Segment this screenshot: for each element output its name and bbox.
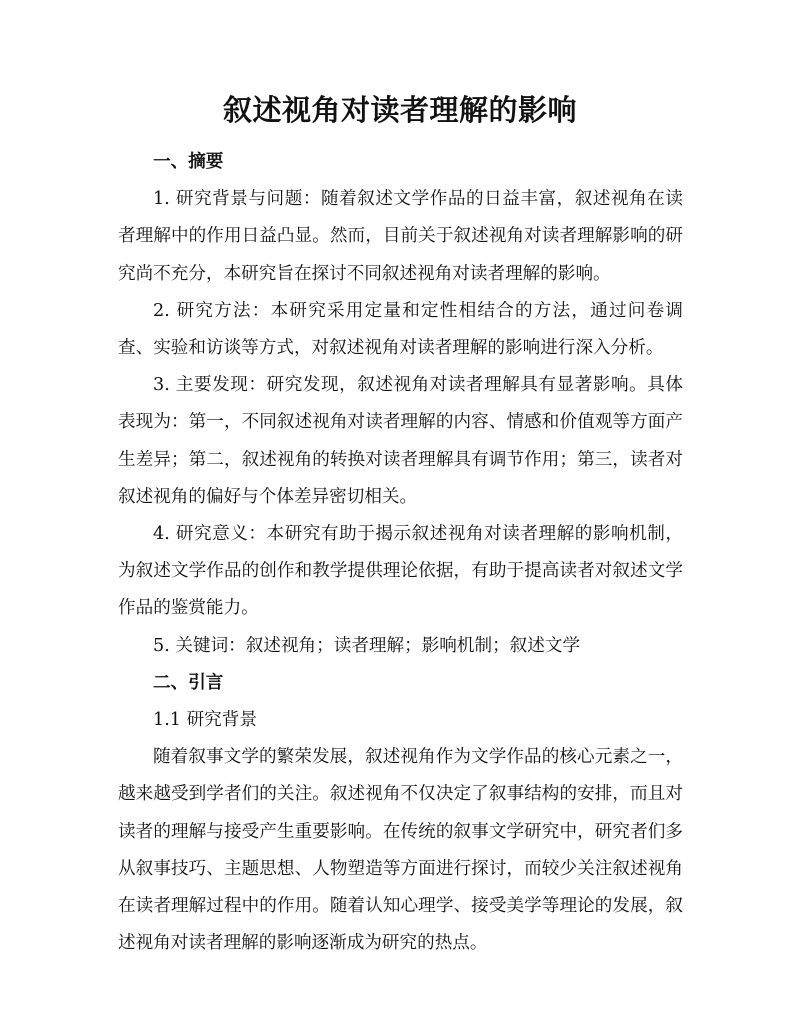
document-title: 叙述视角对读者理解的影响 xyxy=(222,93,577,127)
abstract-paragraph-background: 1. 研究背景与问题：随着叙述文学作品的日益丰富，叙述视角在读者理解中的作用日益凸显。然而，目前关于叙述视角对读者理解影响的研究尚不充分，本研究旨在探讨不同叙述视角对读者理解的影响。 xyxy=(118,189,683,284)
abstract-paragraph-significance: 4. 研究意义：本研究有助于揭示叙述视角对读者理解的影响机制，为叙述文学作品的创作和教学提供理论依据，有助于提高读者对叙述文学作品的鉴赏能力。 xyxy=(118,524,683,619)
intro-paragraph: 随着叙事文学的繁荣发展，叙述视角作为文学作品的核心元素之一，越来越受到学者们的关注。叙述视角不仅决定了叙事结构的安排，而且对读者的理解与接受产生重要影响。在传统的叙事文学研究中，研究者们多从叙事技巧、主题思想、人物塑造等方面进行探讨，而较少关注叙述视角在读者理解过程中的作用。随着认知心理学、接受美学等理论的发展，叙述视角对读者理解的影响逐渐成为研究的热点。 xyxy=(118,747,683,954)
abstract-heading: 一、摘要 xyxy=(153,152,224,172)
document-body xyxy=(118,144,683,962)
intro-subheading: 1.1 研究背景 xyxy=(153,710,257,731)
abstract-paragraph-methods: 2. 研究方法：本研究采用定量和定性相结合的方法，通过问卷调查、实验和访谈等方式，对叙述视角对读者理解的影响进行深入分析。 xyxy=(118,300,683,359)
intro-heading: 二、引言 xyxy=(153,672,224,693)
abstract-keywords: 5. 关键词：叙述视角；读者理解；影响机制；叙述文学 xyxy=(153,635,581,656)
abstract-paragraph-findings: 3. 主要发现：研究发现，叙述视角对读者理解具有显著影响。具体表现为：第一，不同叙述视角对读者理解的内容、情感和价值观等方面产生差异；第二，叙述视角的转换对读者理解具有调节作用；第三，读者对叙述视角的偏好与个体差异密切相关。 xyxy=(118,375,683,507)
